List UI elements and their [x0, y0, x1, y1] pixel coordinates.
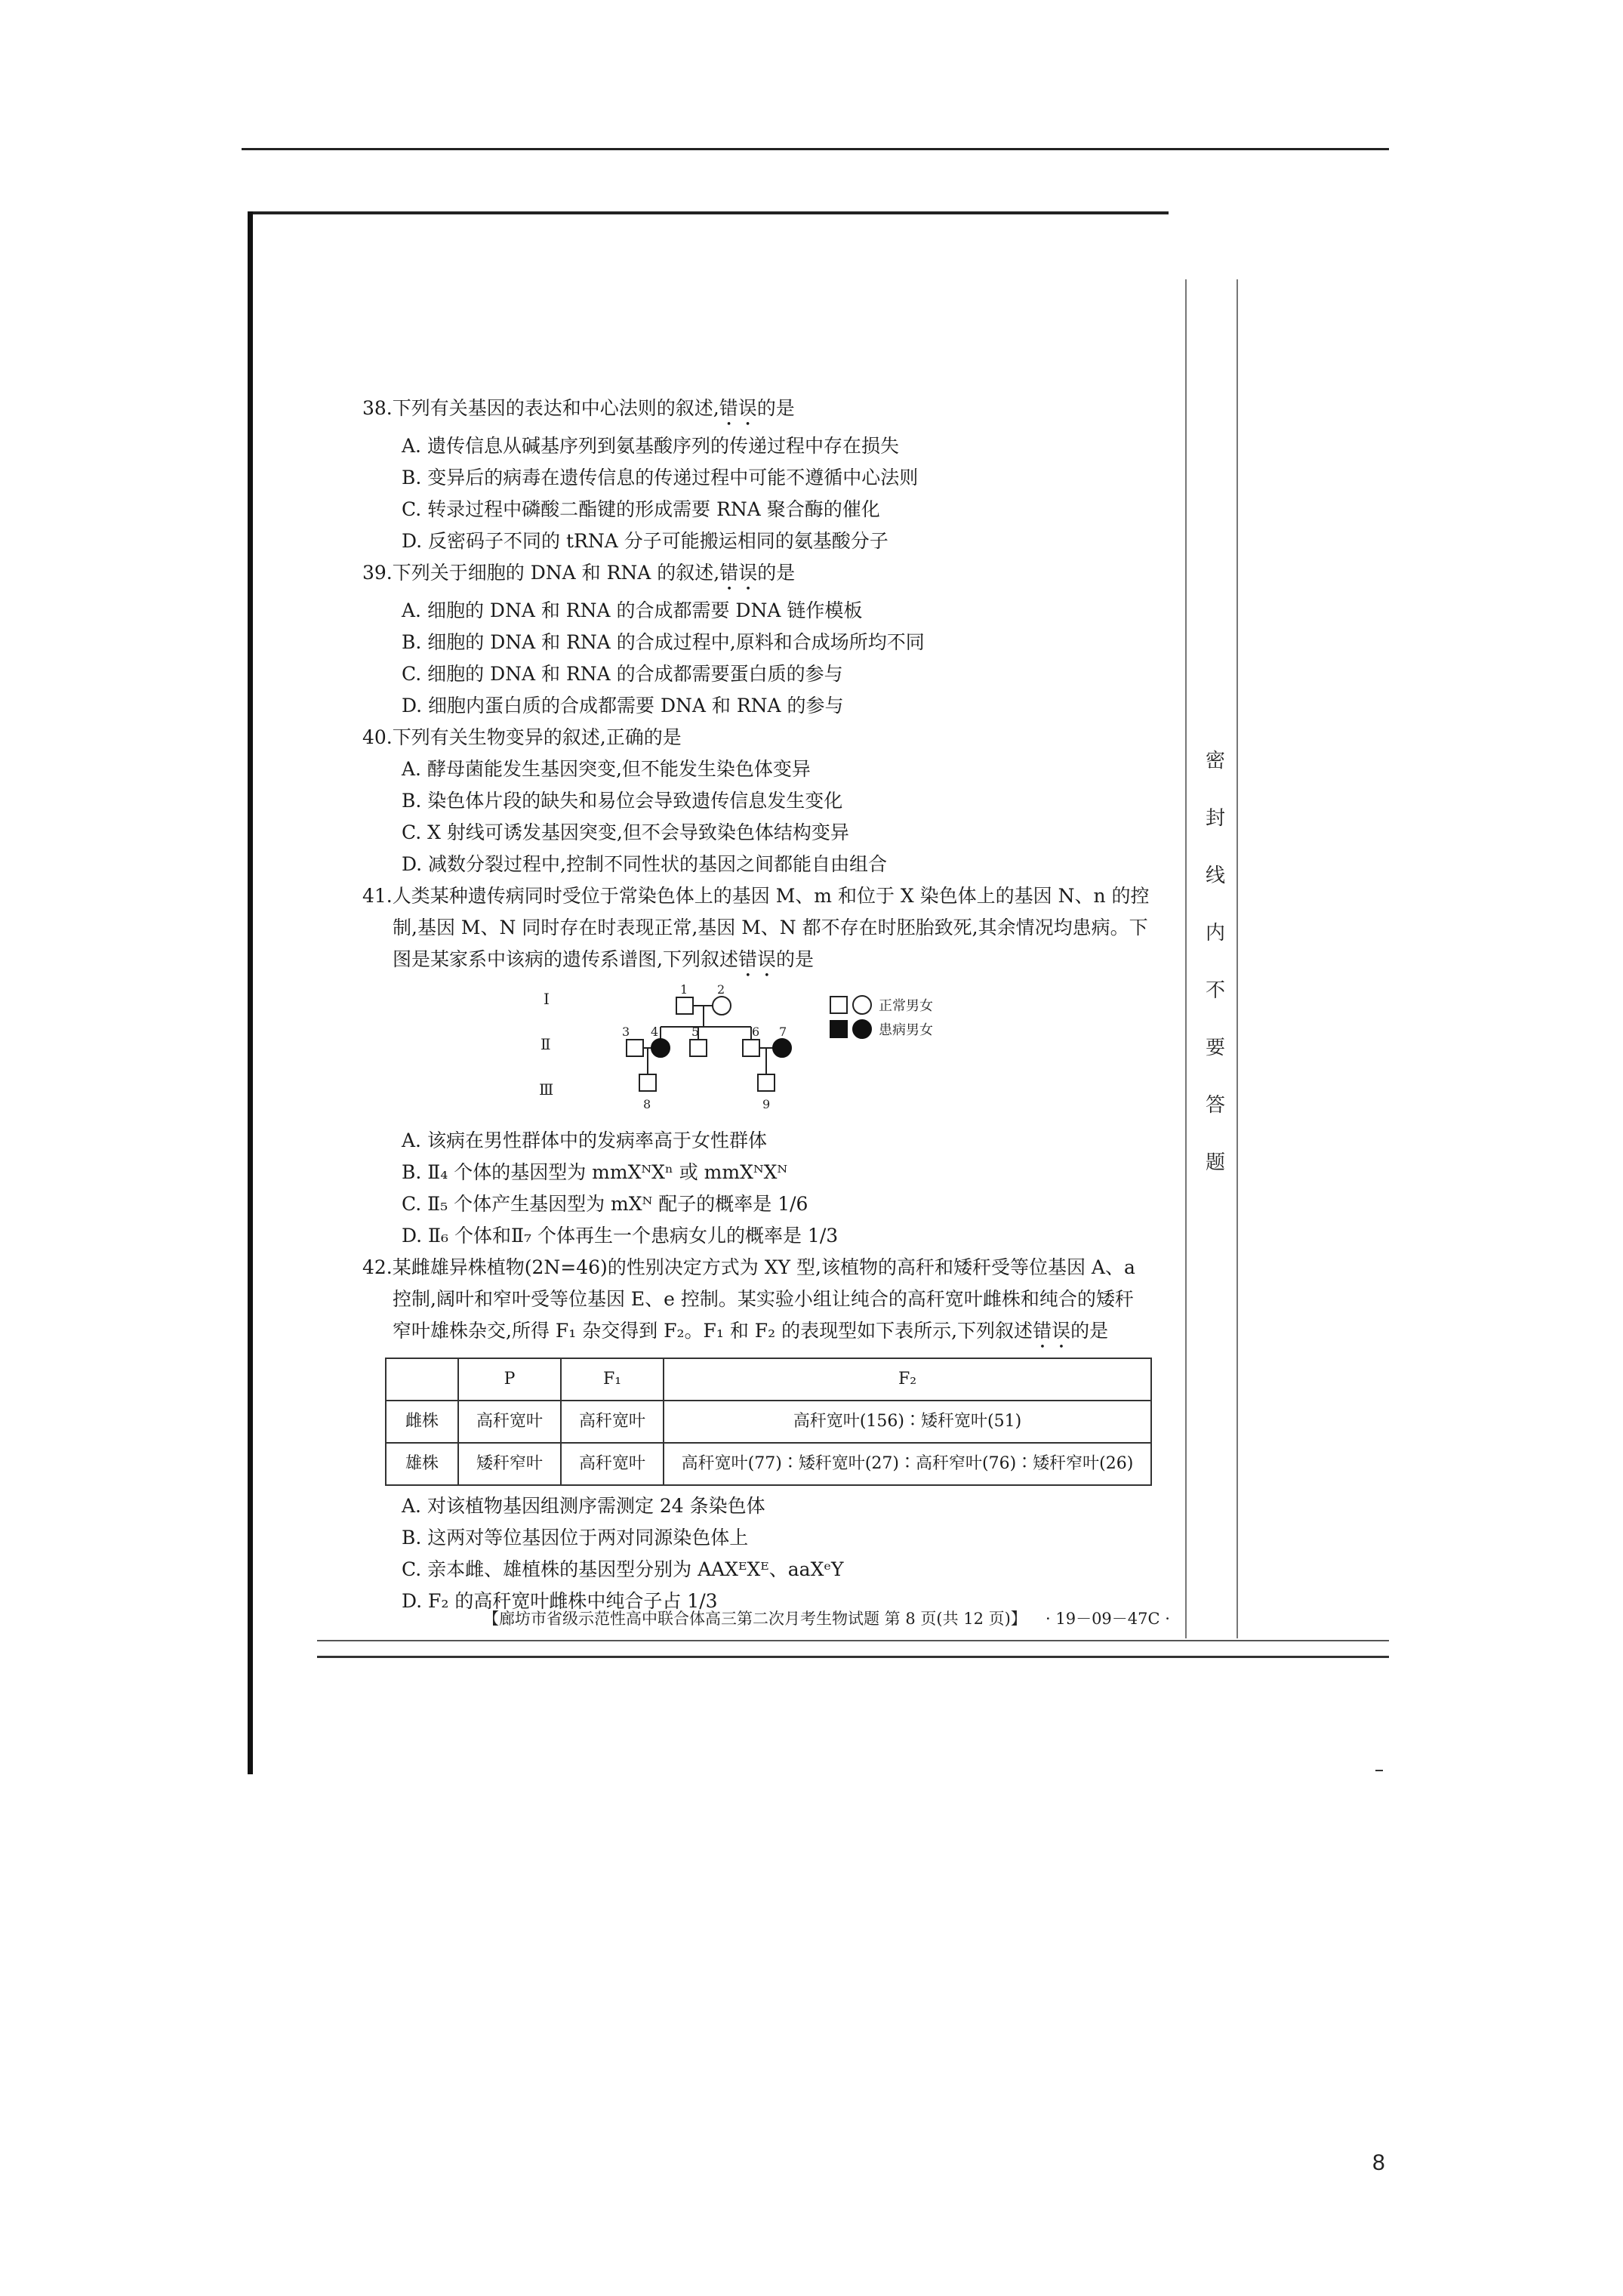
table-cell: 雄株 [386, 1443, 458, 1485]
pedigree-chart [362, 982, 1178, 1125]
footer-title: 【廊坊市省级示范性高中联合体高三第二次月考生物试题 第 8 页(共 12 页)】 [483, 1610, 1027, 1628]
question-stem-line: 制,基因 M、N 同时存在时表现正常,基因 M、N 都不存在时胚胎致死,其余情况均患病。下 [393, 917, 1148, 938]
option-d: D. 反密码子不同的 tRNA 分子可能搬运相同的氨基酸分子 [402, 530, 888, 552]
option-c: C. 转录过程中磷酸二酯键的形成需要 RNA 聚合酶的催化 [402, 498, 880, 520]
legend-affected-female [853, 1020, 871, 1038]
table-cell: 高秆宽叶 [561, 1443, 664, 1485]
table-cell: 高秆宽叶(77)∶矮秆宽叶(27)∶高秆窄叶(76)∶矮秆窄叶(26) [664, 1443, 1151, 1485]
person-1-normal-male [676, 997, 693, 1014]
table-cell: 雌株 [386, 1401, 458, 1443]
option-a: A. 该病在男性群体中的发病率高于女性群体 [402, 1130, 767, 1151]
option-d: D. Ⅱ₆ 个体和Ⅱ₇ 个体再生一个患病女儿的概率是 1/3 [402, 1225, 839, 1247]
bottom-rule [317, 1656, 1389, 1658]
exam-content [362, 393, 1178, 1617]
person-3-normal-male [627, 1040, 643, 1056]
question-41 [362, 880, 1178, 1252]
table-row [386, 1401, 1151, 1443]
footer-code: · 19－09－47C · [1046, 1610, 1170, 1628]
table-cell: 高秆宽叶 [561, 1401, 664, 1443]
option-d: D. F₂ 的高秆宽叶雌株中纯合子占 1/3 [402, 1590, 718, 1612]
scan-inner-bottom-rule [317, 1640, 1389, 1641]
table-row [386, 1443, 1151, 1485]
person-2-normal-female [713, 997, 731, 1015]
person-5-normal-male [690, 1040, 707, 1056]
table-cell: 矮秆窄叶 [458, 1443, 561, 1485]
scan-left-edge [248, 211, 253, 1774]
question-stem-line: 窄叶雄株杂交,所得 F₁ 杂交得到 F₂。F₁ 和 F₂ 的表现型如下表所示,下列叙述错误的是 [393, 1320, 1109, 1342]
person-label: 9 [762, 1097, 771, 1111]
table-cell: 高秆宽叶(156)∶矮秆宽叶(51) [664, 1401, 1151, 1443]
seal-char: 封 [1205, 807, 1225, 830]
legend-affected-male [830, 1021, 847, 1037]
option-c: C. 细胞的 DNA 和 RNA 的合成都需要蛋白质的参与 [402, 663, 843, 685]
person-label: 6 [752, 1025, 760, 1039]
option-b: B. 这两对等位基因位于两对同源染色体上 [402, 1527, 749, 1549]
question-38 [362, 393, 1178, 557]
question-42 [362, 1252, 1178, 1617]
option-b: B. Ⅱ₄ 个体的基因型为 mmXᴺXⁿ 或 mmXᴺXᴺ [402, 1161, 788, 1183]
pedigree-svg [362, 982, 1178, 1125]
seal-char: 要 [1205, 1037, 1225, 1059]
person-4-affected-female [651, 1039, 670, 1057]
generation-label-1: Ⅰ [544, 990, 550, 1008]
option-d: D. 细胞内蛋白质的合成都需要 DNA 和 RNA 的参与 [402, 695, 844, 717]
person-9-normal-male [758, 1074, 775, 1091]
option-c: C. X 射线可诱发基因突变,但不会导致染色体结构变异 [402, 821, 849, 843]
option-a: A. 遗传信息从碱基序列到氨基酸序列的传递过程中存在损失 [402, 435, 899, 457]
person-6-normal-male [743, 1040, 759, 1056]
person-7-affected-female [773, 1039, 791, 1057]
table-header: F₂ [664, 1358, 1151, 1401]
legend-normal-female [853, 996, 871, 1014]
seal-line-right [1236, 279, 1238, 1638]
person-label: 4 [651, 1025, 659, 1039]
question-stem: 39.下列关于细胞的 DNA 和 RNA 的叙述,错误的是 [362, 562, 796, 584]
question-stem: 38.下列有关基因的表达和中心法则的叙述,错误的是 [362, 397, 795, 419]
person-label: 5 [691, 1025, 700, 1039]
option-c: C. 亲本雌、雄植株的基因型分别为 AAXᴱXᴱ、aaXᵉY [402, 1558, 844, 1580]
legend-normal-male [830, 997, 847, 1013]
table-header: P [458, 1358, 561, 1401]
seal-char: 线 [1205, 864, 1225, 887]
top-rule [242, 148, 1389, 150]
option-a: A. 酵母菌能发生基因突变,但不能发生染色体变异 [402, 758, 811, 780]
phenotype-table [385, 1358, 1152, 1486]
seal-char: 密 [1205, 750, 1225, 772]
option-b: B. 细胞的 DNA 和 RNA 的合成过程中,原料和合成场所均不同 [402, 631, 925, 653]
table-header: F₁ [561, 1358, 664, 1401]
option-a: A. 细胞的 DNA 和 RNA 的合成都需要 DNA 链作模板 [402, 599, 863, 621]
person-label: 8 [643, 1097, 651, 1111]
question-stem-line: 41.人类某种遗传病同时受位于常染色体上的基因 M、m 和位于 X 染色体上的基因 N、n 的控 [362, 885, 1150, 907]
person-label: 3 [622, 1025, 630, 1039]
question-stem: 40.下列有关生物变异的叙述,正确的是 [362, 726, 682, 748]
legend-normal-label: 正常男女 [879, 998, 933, 1014]
table-header-row [386, 1358, 1151, 1401]
question-stem-line: 控制,阔叶和窄叶受等位基因 E、e 控制。某实验小组让纯合的高秆宽叶雌株和纯合的矮秆 [393, 1288, 1134, 1310]
page-number: 8 [1372, 2150, 1385, 2175]
scan-top-edge [248, 211, 1169, 214]
table-cell: 高秆宽叶 [458, 1401, 561, 1443]
seal-line-left [1185, 279, 1187, 1638]
option-a: A. 对该植物基因组测序需测定 24 条染色体 [402, 1495, 765, 1517]
person-8-normal-male [639, 1074, 656, 1091]
generation-label-2: Ⅱ [540, 1035, 551, 1053]
seal-char: 不 [1205, 979, 1225, 1002]
legend-affected-label: 患病男女 [879, 1022, 933, 1038]
question-stem-line: 42.某雌雄异株植物(2N=46)的性别决定方式为 XY 型,该植物的高秆和矮秆受等位基因 A、a [362, 1256, 1135, 1278]
question-stem-line: 图是某家系中该病的遗传系谱图,下列叙述错误的是 [393, 948, 814, 970]
seal-text [1200, 732, 1230, 1191]
option-b: B. 变异后的病毒在遗传信息的传递过程中可能不遵循中心法则 [402, 467, 919, 488]
person-label: 2 [717, 982, 725, 997]
scan-mark [1375, 1770, 1383, 1771]
seal-char: 内 [1205, 922, 1225, 945]
option-c: C. Ⅱ₅ 个体产生基因型为 mXᴺ 配子的概率是 1/6 [402, 1193, 808, 1215]
option-d: D. 减数分裂过程中,控制不同性状的基因之间都能自由组合 [402, 853, 887, 875]
seal-char: 题 [1205, 1151, 1225, 1174]
option-b: B. 染色体片段的缺失和易位会导致遗传信息发生变化 [402, 790, 843, 812]
generation-label-3: Ⅲ [539, 1080, 554, 1099]
seal-char: 答 [1205, 1094, 1225, 1117]
person-label: 7 [779, 1025, 787, 1039]
person-label: 1 [680, 982, 688, 997]
table-header [386, 1358, 458, 1401]
question-39 [362, 557, 1178, 722]
question-40 [362, 722, 1178, 880]
